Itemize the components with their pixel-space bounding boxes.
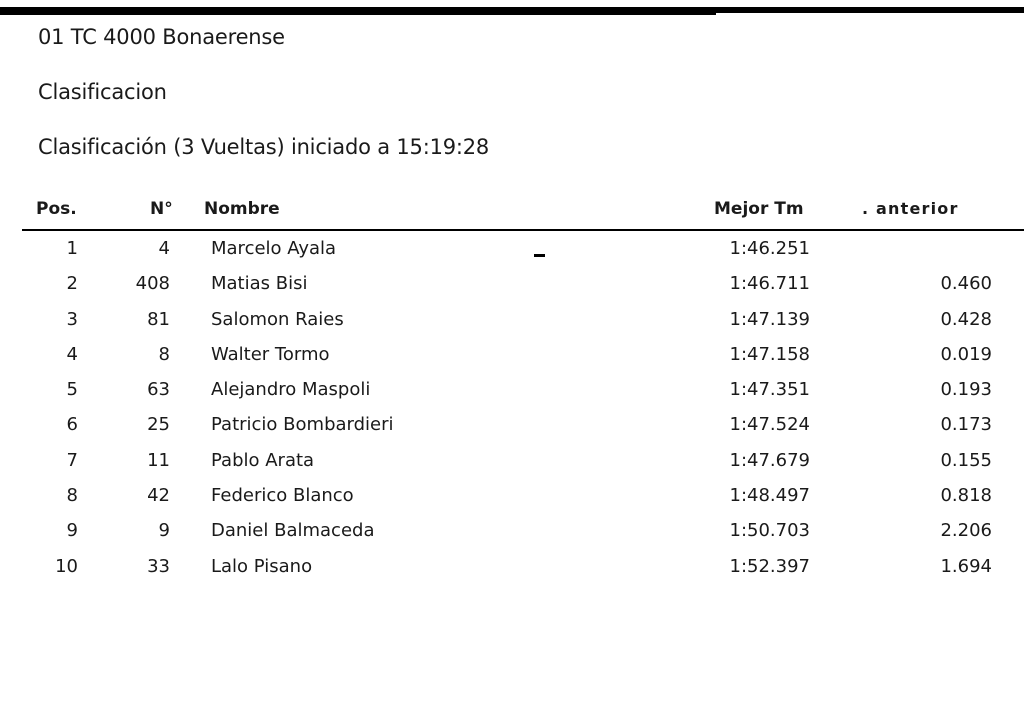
position-cell: 4 [66, 343, 78, 365]
gap-cell: 0.460 [940, 273, 992, 295]
car-number-cell: 63 [147, 379, 170, 401]
column-header-number: N° [150, 199, 173, 219]
car-number-cell: 8 [158, 343, 170, 365]
car-number-cell: 25 [147, 414, 170, 436]
event-title: 01 TC 4000 Bonaerense [38, 25, 285, 49]
car-number-cell: 11 [147, 449, 170, 471]
session-description: Clasificación (3 Vueltas) iniciado a 15:19:28 [38, 135, 490, 159]
table-row [0, 302, 1024, 337]
best-time-cell: 1:50.703 [729, 520, 810, 542]
driver-name-cell: Lalo Pisano [211, 555, 313, 577]
table-row [0, 443, 1024, 478]
driver-name-cell: Daniel Balmaceda [211, 520, 375, 542]
car-number-cell: 81 [147, 308, 170, 330]
best-time-cell: 1:47.139 [729, 308, 810, 330]
position-cell: 6 [66, 414, 78, 436]
position-cell: 2 [66, 273, 78, 295]
column-header-gap: . anterior [862, 199, 959, 218]
driver-name-cell: Alejandro Maspoli [211, 379, 371, 401]
position-cell: 5 [66, 379, 78, 401]
position-cell: 7 [66, 449, 78, 471]
driver-name-cell: Marcelo Ayala [211, 238, 337, 259]
position-cell: 1 [66, 238, 78, 259]
car-number-cell: 33 [147, 555, 170, 577]
best-time-cell: 1:48.497 [729, 485, 810, 507]
top-border-bar-notch [716, 13, 1024, 15]
best-time-cell: 1:52.397 [729, 555, 810, 577]
gap-cell: 0.173 [940, 414, 992, 436]
driver-name-cell: Salomon Raies [211, 308, 344, 330]
best-time-cell: 1:47.351 [729, 379, 810, 401]
position-cell: 10 [55, 555, 78, 577]
car-number-cell: 9 [158, 520, 170, 542]
table-row [0, 372, 1024, 407]
column-header-pos: Pos. [36, 199, 77, 219]
driver-name-cell: Matias Bisi [211, 273, 308, 295]
table-row [0, 478, 1024, 513]
best-time-cell: 1:47.524 [729, 414, 810, 436]
gap-cell: 0.428 [940, 308, 992, 330]
car-number-cell: 42 [147, 485, 170, 507]
driver-name-cell: Walter Tormo [211, 343, 330, 365]
gap-cell: 0.019 [940, 343, 992, 365]
gap-cell: 0.155 [940, 449, 992, 471]
position-cell: 9 [66, 520, 78, 542]
driver-name-cell: Patricio Bombardieri [211, 414, 394, 436]
best-time-cell: 1:47.679 [729, 449, 810, 471]
gap-cell: 1.694 [940, 555, 992, 577]
car-number-cell: 408 [135, 273, 170, 295]
best-time-cell: 1:46.711 [729, 273, 810, 295]
table-row [0, 231, 1024, 266]
position-cell: 3 [66, 308, 78, 330]
driver-name-cell: Pablo Arata [211, 449, 315, 471]
column-header-name: Nombre [204, 199, 280, 219]
table-row [0, 513, 1024, 548]
best-time-cell: 1:46.251 [729, 238, 810, 259]
car-number-cell: 4 [158, 238, 170, 259]
best-time-cell: 1:47.158 [729, 343, 810, 365]
gap-cell: 0.818 [940, 485, 992, 507]
table-row [0, 337, 1024, 372]
session-title: Clasificacion [38, 80, 167, 104]
table-row [0, 266, 1024, 301]
gap-cell: 2.206 [940, 520, 992, 542]
driver-name-cell: Federico Blanco [211, 485, 354, 507]
results-table [0, 231, 1024, 584]
gap-cell: 0.193 [940, 379, 992, 401]
column-header-best-time: Mejor Tm [714, 199, 804, 219]
table-row [0, 549, 1024, 584]
table-row [0, 407, 1024, 442]
position-cell: 8 [66, 485, 78, 507]
